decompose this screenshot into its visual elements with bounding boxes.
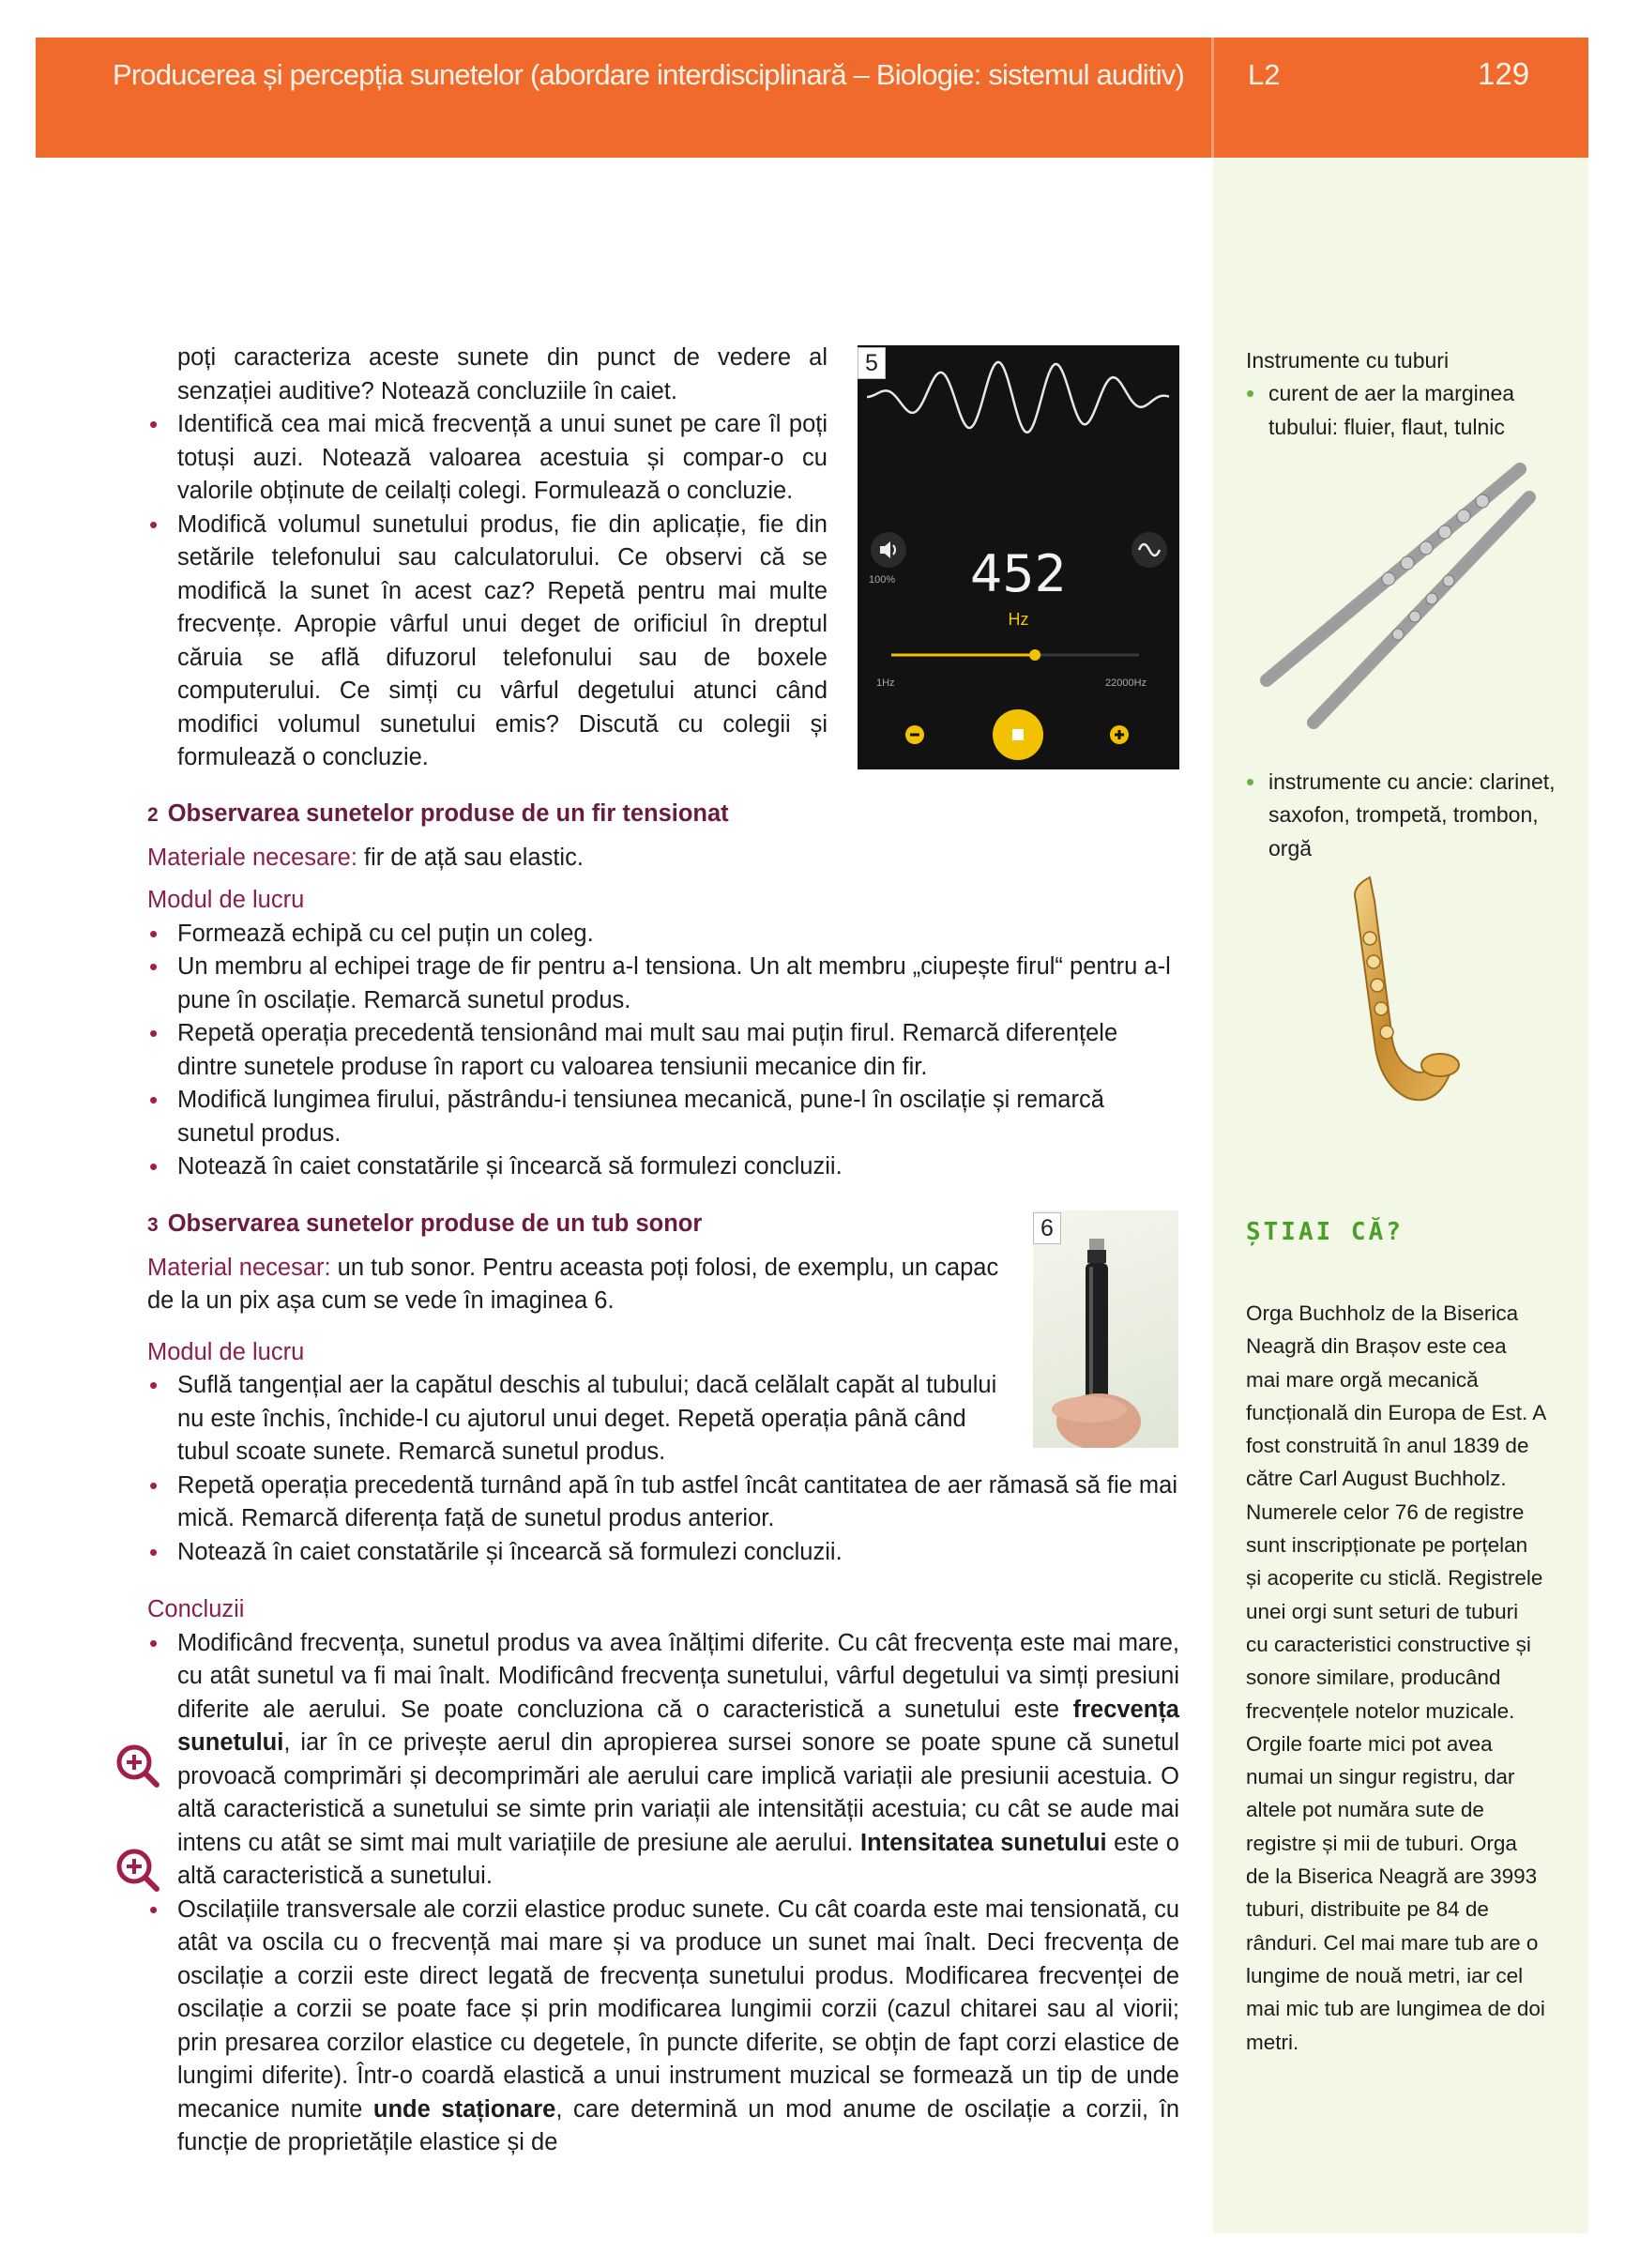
conclusion-text: , iar în ce privește aerul din apropierea sursei sonore se poate spune că sunetul provoacă comprimări și decomprimări ale aerului care implică variații ale presiunii acestuia. O altă caracteristică a sunetului se simte prin variații ale intensității acestuia; cu cât se aude mai intens cu atât se simt mai mult variațiile de presiune ale aerului.	[177, 1729, 1179, 1856]
list-item	[147, 1894, 1179, 2160]
conclusion-text: , care determină un mod anume de oscilație a corzii, în funcție de proprietățile elastice și de	[177, 2095, 1179, 2155]
range-min-label: 1Hz	[876, 677, 895, 689]
saxophone-image	[1314, 873, 1464, 1145]
list-item: • Suflă tangențial aer la capătul deschis al tubului; dacă celălalt capăt al tubului nu este închis, închide-l cu ajutorul unui deget. Repetă operația până când tubul scoate sunete. Remarcă sunetul produs.	[147, 1369, 1012, 1469]
volume-percent: 100%	[869, 574, 896, 586]
list-item: • Modifică lungimea firului, păstrându-i tensiunea mecanică, pune-l în oscilație și remarcă sunetul produs.	[147, 1084, 1179, 1150]
conclusion-text: Modificând frecvența, sunetul produs va avea înălțimi diferite. Cu cât frecvența este mai mare, cu atât sunetul va fi mai înalt. Modificând frecvența sunetului, vârful degetului va simți presiuni diferite ale aerului. Se poate concluziona că o caracteristică a sunetului este	[177, 1629, 1179, 1723]
term-frequency: frecvența sunetului	[177, 1696, 1179, 1756]
frequency-value: 452	[969, 544, 1068, 603]
conclusion-text: Oscilațiile transversale ale corzii elastice produc sunete. Cu cât coarda este mai tensionată, cu atât va oscila cu o frecvență mai mare și va produce un sunet mai înalt. Deci frecvența de oscilație a corzii este direct legată de frecvența sunetului produs. Modificarea frecvenței de oscilație a corzii se poate face și prin modificarea lungimii corzii (cazul chitarei sau al viorii; prin presarea corzilor elastice cu degetele, în puncte diferite, se obțin de fapt corzi elastice de lungimi diferite). Într-o coardă elastică a unui instrument muzical se formează un tip de unde mecanice numite	[177, 1895, 1179, 2123]
conclusions-section	[147, 1593, 1179, 2160]
materials-label: Material necesar:	[147, 1254, 331, 1281]
frequency-slider-knob	[1029, 649, 1040, 661]
pen-cap-graphic	[1033, 1210, 1178, 1448]
list-item: • curent de aer la marginea tubului: fluier, flaut, tulnic	[1246, 377, 1556, 444]
conclusions-list	[147, 1627, 1179, 2160]
materials-text: un tub sonor. Pentru aceasta poți folosi, de exemplu, un capac de la un pix așa cum se vede în imaginea 6.	[147, 1254, 999, 1314]
header-divider	[1211, 38, 1214, 158]
page-number: 129	[1478, 56, 1530, 91]
zoom-in-icon[interactable]	[114, 1743, 161, 1789]
list-item	[147, 1627, 1179, 1894]
section-3-materials	[147, 1252, 1001, 1318]
instruments-title: Instrumente cu tuburi	[1246, 348, 1450, 373]
instruments-list-1	[1246, 377, 1556, 444]
list-item: • Un membru al echipei trage de fir pentru a-l tensiona. Un alt membru „ciupește firul“ pentru a-l pune în oscilație. Remarcă sunetul produs.	[147, 951, 1179, 1017]
section-2	[147, 798, 1179, 1184]
list-item: • Modifică volumul sunetului produs, fie din aplicație, fie din setările telefonului sau calculatorului. Ce observi că se modifică la sunet în acest caz? Repetă pentru mai multe frecvențe. Apropie vârful unui deget de orificiul în dreptul căruia se află difuzorul telefonului sau de boxele computerului. Ce simți cu vârful degetului atunci când modifici volumul sunetului emis? Discută cu colegii și formulează o concluzie.	[147, 509, 828, 775]
section-2-title: Observarea sunetelor produse de un fir tensionat	[167, 800, 729, 827]
intro-list	[147, 408, 828, 775]
instruments-block	[1246, 344, 1556, 444]
minus-icon	[905, 725, 924, 744]
section-3	[147, 1208, 1179, 1569]
did-you-know-title: ȘTIAI CĂ?	[1246, 1218, 1404, 1246]
list-item: • instrumente cu ancie: clarinet, saxofon, trompetă, trombon, orgă	[1246, 766, 1556, 865]
intro-block	[147, 342, 828, 775]
section-2-list	[147, 918, 1179, 1184]
section-2-number: 2	[147, 804, 159, 826]
term-intensity: Intensitatea sunetului	[860, 1829, 1107, 1856]
chapter-title: Producerea și percepția sunetelor (abordare interdisciplinară – Biologie: sistemul auditiv)	[113, 58, 1184, 91]
intro-line: poți caracteriza aceste sunete din punct de vedere al senzației auditive? Notează concluziile în caiet.	[177, 344, 828, 404]
method-label: Modul de lucru	[147, 887, 305, 913]
term-standing-waves: unde staționare	[372, 2095, 556, 2123]
figure-6-pen-cap	[1033, 1210, 1178, 1448]
reed-instruments-block	[1246, 766, 1556, 865]
list-item: • Repetă operația precedentă tensionând mai mult sau mai puțin firul. Remarcă diferențele dintre sunetele produse în raport cu valoarea tensiunii mecanice din fir.	[147, 1017, 1179, 1084]
instruments-list-2	[1246, 766, 1556, 865]
section-3-title: Observarea sunetelor produse de un tub sonor	[167, 1210, 703, 1237]
plus-icon	[1110, 725, 1129, 744]
list-item: • Identifică cea mai mică frecvență a unui sunet pe care îl poți totuși auzi. Notează valoarea acestuia și compar-o cu valorile obținute de ceilalți colegi. Formulează o concluzie.	[147, 408, 828, 509]
stop-icon	[993, 709, 1043, 760]
method-label: Modul de lucru	[147, 1338, 305, 1365]
figure-5-label: 5	[858, 347, 886, 379]
waveform-graphic	[867, 362, 1169, 433]
materials-label: Materiale necesare:	[147, 844, 357, 871]
list-item: • Notează în caiet constatările și încearcă să formulezi concluzii.	[147, 1536, 1179, 1570]
zoom-in-icon[interactable]	[114, 1847, 161, 1894]
section-3-list	[147, 1369, 1179, 1569]
section-3-number: 3	[147, 1214, 159, 1236]
figure-5-tone-app	[858, 345, 1179, 769]
section-3-heading	[147, 1208, 1179, 1242]
flute-image	[1248, 460, 1539, 732]
frequency-unit: Hz	[1008, 610, 1029, 629]
lesson-label: L2	[1248, 58, 1281, 91]
figure-6-label: 6	[1033, 1212, 1061, 1244]
conclusion-text: este o altă caracteristică a sunetului.	[177, 1829, 1179, 1889]
section-2-materials	[147, 842, 1179, 875]
list-item: • Repetă operația precedentă turnând apă în tub astfel încât cantitatea de aer rămasă să fie mai mică. Remarcă diferența față de sunetul produs anterior.	[147, 1469, 1179, 1536]
list-item: • Formează echipă cu cel puțin un coleg.	[147, 918, 1179, 951]
section-2-heading	[147, 798, 1179, 832]
did-you-know-text: Orga Buchholz de la Biserica Neagră din Brașov este cea mai mare orgă mecanică funcțională din Europa de Est. A fost construită în anul 1839 de către Carl August Buchholz. Numerele celor 76 de registre sunt inscripționate pe porțelan și acoperite cu sticlă. Registrele unei orgi sunt seturi de tuburi cu caracteristici constructive și sonore similare, producând frecvențele notelor muzicale. Orgile foarte mici pot avea numai un singur registru, dar altele pot număra sute de registre și mii de tuburi. Orga de la Biserica Neagră are 3993 tuburi, distribuite pe 84 de rânduri. Cel mai mare tub are o lungime de nouă metri, iar cel mai mic tub are lungimea de doi metri.	[1246, 1301, 1545, 2054]
conclusions-label: Concluzii	[147, 1596, 245, 1622]
materials-text: fir de ață sau elastic.	[357, 844, 584, 871]
list-item: • Notează în caiet constatările și încearcă să formulezi concluzii.	[147, 1150, 1179, 1184]
range-max-label: 22000Hz	[1105, 677, 1147, 689]
page-header	[36, 38, 1588, 158]
